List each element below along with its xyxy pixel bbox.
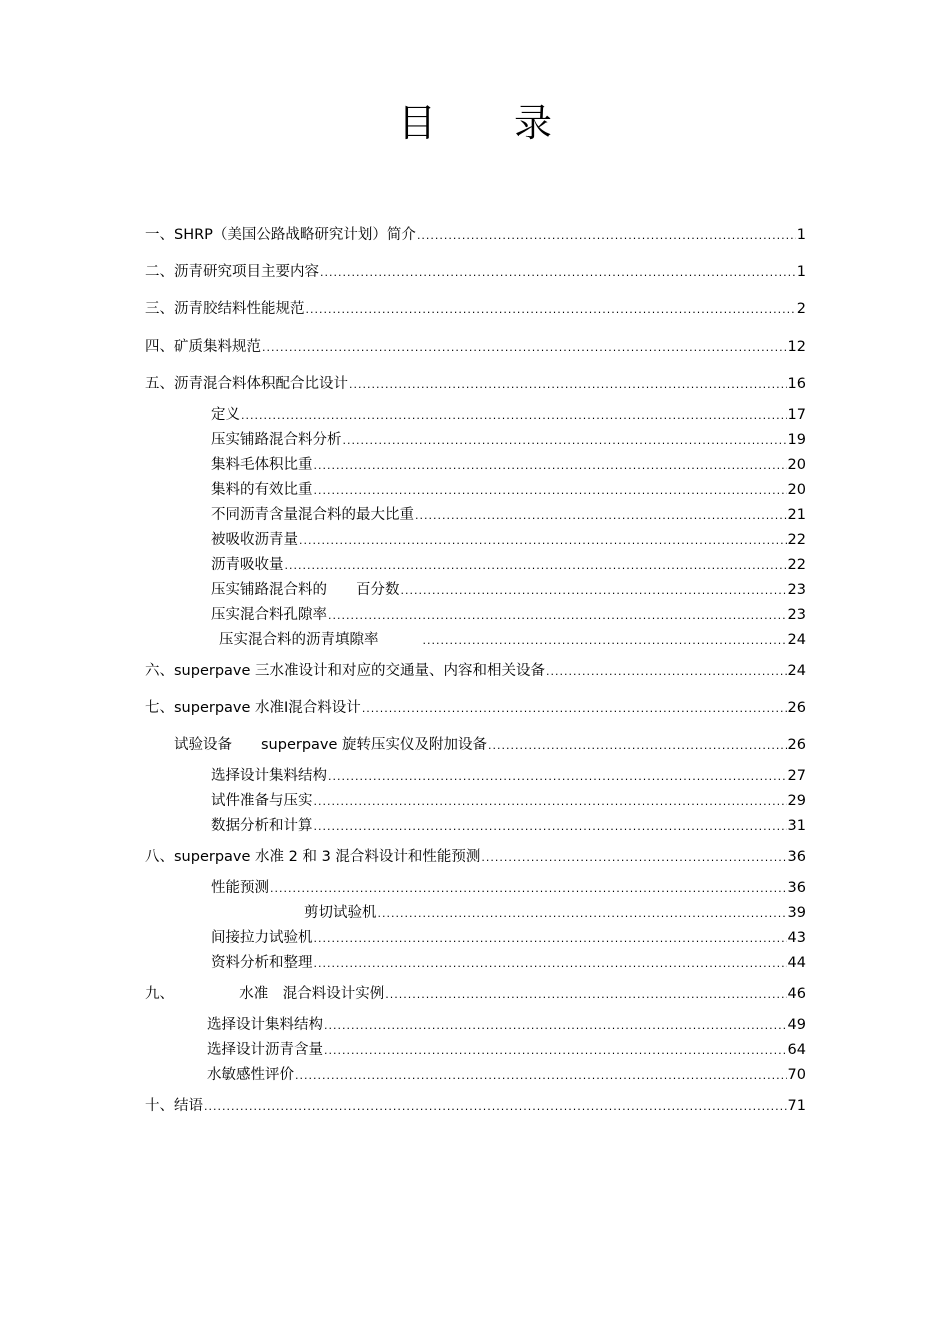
toc-leader xyxy=(314,816,787,838)
toc-entry[interactable] xyxy=(211,529,806,551)
toc-entry[interactable] xyxy=(211,927,806,949)
toc-leader xyxy=(378,903,787,925)
toc-entry[interactable] xyxy=(211,604,806,626)
toc-leader xyxy=(314,480,787,502)
toc-leader xyxy=(306,299,796,321)
toc-entry-label: 四、矿质集料规范 xyxy=(145,339,261,355)
toc-leader xyxy=(423,630,787,652)
toc-entry-label: 二、沥青研究项目主要内容 xyxy=(145,264,319,280)
toc-entry[interactable] xyxy=(211,790,806,812)
toc-leader xyxy=(270,878,787,900)
toc-leader xyxy=(320,262,796,284)
toc-entry-label: 集料毛体积比重 xyxy=(211,457,313,473)
toc-entry-label: 沥青吸收量 xyxy=(211,557,284,573)
toc-entry-page: 19 xyxy=(787,432,806,448)
page-title xyxy=(0,98,950,148)
toc-entry[interactable] xyxy=(211,404,806,426)
toc-entry-label: 不同沥青含量混合料的最大比重 xyxy=(211,507,414,523)
toc-entry-label: 压实混合料的沥青填隙率 xyxy=(219,632,379,648)
toc-entry-label: 集料的有效比重 xyxy=(211,482,313,498)
toc-leader xyxy=(328,605,787,627)
toc-entry[interactable] xyxy=(145,846,806,868)
toc-leader xyxy=(204,1096,787,1118)
toc-entry-page: 22 xyxy=(787,557,806,573)
toc-entry[interactable] xyxy=(211,504,806,526)
toc-entry[interactable] xyxy=(211,952,806,974)
toc-entry-label: 压实混合料孔隙率 xyxy=(211,607,327,623)
toc-entry-page: 27 xyxy=(787,768,806,784)
toc-entry-label: 水敏感性评价 xyxy=(207,1067,294,1083)
toc-entry[interactable] xyxy=(211,579,806,601)
toc-entry-label: 选择设计集料结构 xyxy=(211,768,327,784)
toc-entry-label: 压实铺路混合料的 百分数 xyxy=(211,582,400,598)
toc-entry-label: 六、superpave 三水准设计和对应的交通量、内容和相关设备 xyxy=(145,663,546,679)
toc-entry-page: 1 xyxy=(796,264,806,280)
toc-entry[interactable] xyxy=(145,983,806,1005)
toc-entry-label: 选择设计沥青含量 xyxy=(207,1042,323,1058)
toc-entry-label: 定义 xyxy=(211,407,240,423)
toc-entry-label: 试验设备 superpave 旋转压实仪及附加设备 xyxy=(174,737,488,753)
toc-entry-page: 21 xyxy=(787,507,806,523)
toc-leader xyxy=(324,1040,787,1062)
toc-entry-page: 1 xyxy=(796,227,806,243)
toc-entry[interactable] xyxy=(145,336,806,358)
toc-entry-page: 20 xyxy=(787,457,806,473)
toc-entry-label: 七、superpave 水准Ⅰ混合料设计 xyxy=(145,700,361,716)
toc-entry-label: 数据分析和计算 xyxy=(211,818,313,834)
toc-entry-page: 17 xyxy=(787,407,806,423)
toc-entry-page: 12 xyxy=(787,339,806,355)
toc-entry-page: 39 xyxy=(787,905,806,921)
toc-entry-page: 23 xyxy=(787,582,806,598)
toc-entry-page: 43 xyxy=(787,930,806,946)
toc-leader xyxy=(488,735,787,757)
toc-entry-label: 五、沥青混合料体积配合比设计 xyxy=(145,376,348,392)
toc-entry[interactable] xyxy=(211,454,806,476)
toc-leader xyxy=(328,766,787,788)
toc-entry[interactable] xyxy=(145,224,806,246)
toc-leader xyxy=(314,928,787,950)
toc-entry[interactable] xyxy=(211,877,806,899)
toc-entry-page: 22 xyxy=(787,532,806,548)
toc-entry[interactable] xyxy=(145,1095,806,1117)
toc-entry-page: 71 xyxy=(787,1098,806,1114)
toc-leader xyxy=(417,225,796,247)
toc-entry[interactable] xyxy=(174,734,806,756)
toc-leader xyxy=(349,374,787,396)
toc-entry[interactable] xyxy=(211,815,806,837)
toc-entry-page: 23 xyxy=(787,607,806,623)
toc-entry[interactable] xyxy=(145,697,806,719)
toc-leader xyxy=(314,791,787,813)
toc-leader xyxy=(415,505,787,527)
toc-entry-page: 26 xyxy=(787,737,806,753)
toc-leader xyxy=(324,1015,787,1037)
toc-entry-page: 70 xyxy=(787,1067,806,1083)
toc-leader xyxy=(295,1065,787,1087)
toc-entry-page: 24 xyxy=(787,663,806,679)
toc-entry[interactable] xyxy=(145,298,806,320)
toc-entry[interactable] xyxy=(211,554,806,576)
toc-entry[interactable] xyxy=(145,261,806,283)
toc-entry-label: 剪切试验机 xyxy=(304,905,377,921)
toc-entry-page: 31 xyxy=(787,818,806,834)
toc-entry-page: 44 xyxy=(787,955,806,971)
toc-entry[interactable] xyxy=(145,660,806,682)
toc-entry-label: 性能预测 xyxy=(211,880,269,896)
toc-entry-page: 2 xyxy=(796,301,806,317)
toc-leader xyxy=(401,580,787,602)
toc-leader xyxy=(546,661,787,683)
toc-entry[interactable] xyxy=(211,479,806,501)
title-char-2: 录 xyxy=(514,101,553,145)
toc-entry-label: 八、superpave 水准 2 和 3 混合料设计和性能预测 xyxy=(145,849,481,865)
toc-entry[interactable] xyxy=(207,1014,806,1036)
toc-leader xyxy=(285,555,787,577)
toc-leader xyxy=(481,847,786,869)
toc-entry-page: 20 xyxy=(787,482,806,498)
toc-leader xyxy=(241,405,787,427)
toc-leader xyxy=(262,337,787,359)
toc-entry-label: 三、沥青胶结料性能规范 xyxy=(145,301,305,317)
toc-entry-page: 16 xyxy=(787,376,806,392)
toc-leader xyxy=(385,984,786,1006)
toc-entry-page: 29 xyxy=(787,793,806,809)
toc-entry-page: 64 xyxy=(787,1042,806,1058)
toc-entry-label: 资料分析和整理 xyxy=(211,955,313,971)
toc-entry-page: 46 xyxy=(787,986,806,1002)
toc-entry-label: 压实铺路混合料分析 xyxy=(211,432,342,448)
toc-entry[interactable] xyxy=(145,373,806,395)
toc-entry[interactable] xyxy=(219,629,806,651)
toc-entry-label: 选择设计集料结构 xyxy=(207,1017,323,1033)
toc-entry-label: 九、 水准 混合料设计实例 xyxy=(145,986,385,1002)
toc-leader xyxy=(343,430,787,452)
toc-entry[interactable] xyxy=(207,1039,806,1061)
toc-entry-page: 26 xyxy=(787,700,806,716)
toc-entry[interactable] xyxy=(207,1064,806,1086)
toc-entry[interactable] xyxy=(211,429,806,451)
toc-leader xyxy=(299,530,787,552)
toc-entry[interactable] xyxy=(211,765,806,787)
toc-entry-page: 36 xyxy=(787,849,806,865)
toc-entry[interactable] xyxy=(304,902,806,924)
toc-entry-page: 49 xyxy=(787,1017,806,1033)
title-char-1: 目 xyxy=(397,101,436,145)
toc-entry-label: 间接拉力试验机 xyxy=(211,930,313,946)
toc-entry-label: 试件准备与压实 xyxy=(211,793,313,809)
toc-entry-label: 一、SHRP（美国公路战略研究计划）简介 xyxy=(145,227,416,243)
toc-entry-page: 24 xyxy=(787,632,806,648)
toc-entry-label: 十、结语 xyxy=(145,1098,203,1114)
toc-entry-page: 36 xyxy=(787,880,806,896)
toc-entry-label: 被吸收沥青量 xyxy=(211,532,298,548)
toc-leader xyxy=(362,698,787,720)
toc-leader xyxy=(314,455,787,477)
toc-leader xyxy=(314,953,787,975)
